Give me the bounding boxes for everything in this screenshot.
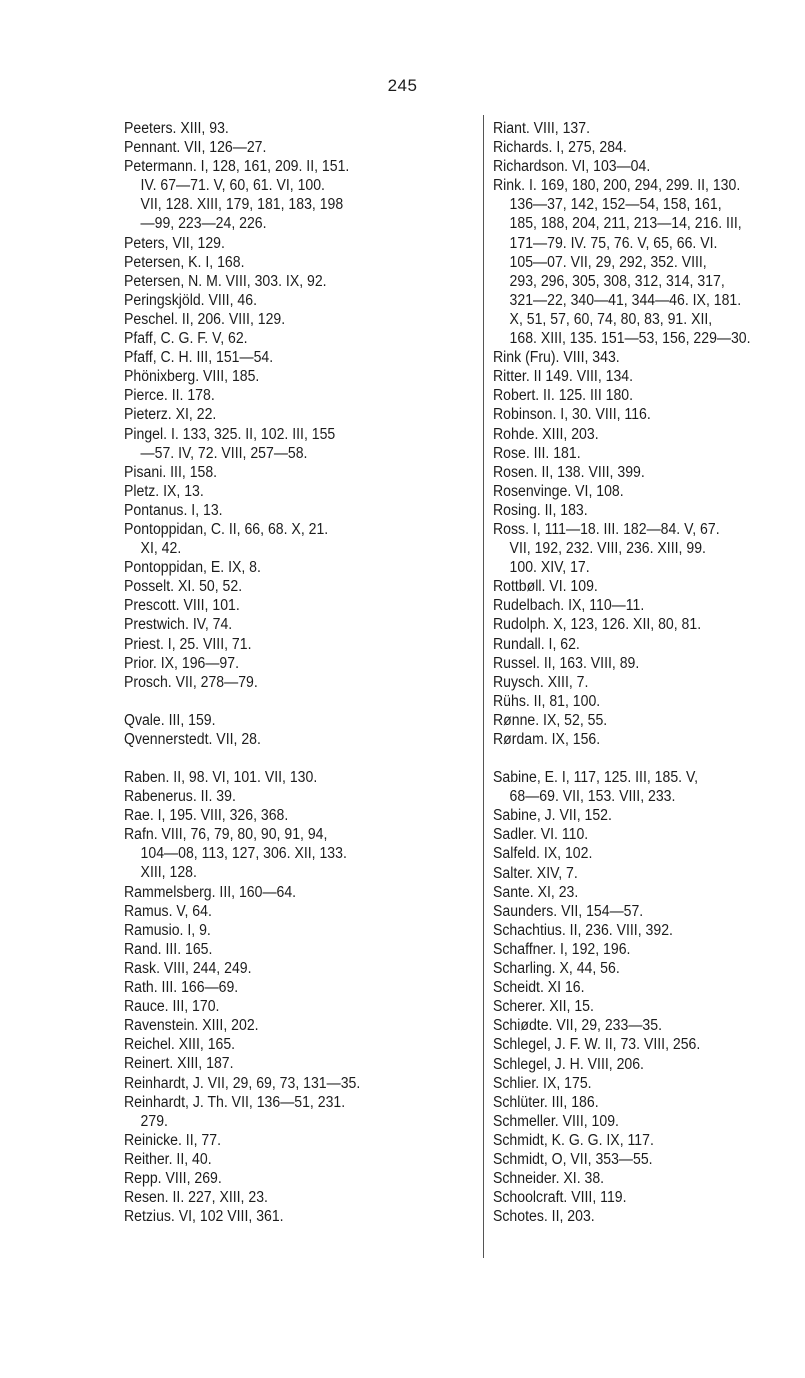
index-entry bbox=[124, 577, 464, 596]
index-entry-line: Ruysch. XIII, 7. bbox=[493, 673, 589, 691]
index-entry bbox=[493, 596, 805, 615]
index-entry bbox=[124, 1035, 464, 1054]
index-entry-line: Peschel. II, 206. VIII, 129. bbox=[124, 310, 286, 328]
index-entry-line: 279. bbox=[140, 1112, 168, 1130]
index-entry-line: Pfaff, C. H. III, 151—54. bbox=[124, 349, 274, 367]
index-entry bbox=[124, 501, 464, 520]
index-entry-line: Prestwich. IV, 74. bbox=[124, 616, 233, 634]
index-entry-line: Salter. XIV, 7. bbox=[493, 864, 578, 882]
index-entry bbox=[493, 348, 805, 367]
index-entry-line: Ritter. II 149. VIII, 134. bbox=[493, 368, 634, 386]
index-entry bbox=[493, 921, 805, 940]
index-entry-line: Schneider. XI. 38. bbox=[493, 1170, 605, 1188]
index-entry bbox=[493, 1074, 805, 1093]
index-entry-line: Petermann. I, 128, 161, 209. II, 151. bbox=[124, 158, 350, 176]
index-section-r bbox=[493, 119, 805, 749]
index-entry-line: 105—07. VII, 29, 292, 352. VIII, bbox=[509, 253, 707, 271]
index-entry bbox=[124, 348, 464, 367]
index-entry bbox=[493, 444, 805, 463]
index-entry-line: Riant. VIII, 137. bbox=[493, 120, 591, 137]
index-entry bbox=[493, 940, 805, 959]
index-entry-line: Schiødte. VII, 29, 233—35. bbox=[493, 1017, 662, 1035]
index-entry-line: 293, 296, 305, 308, 312, 314, 317, bbox=[509, 272, 725, 290]
index-entry bbox=[124, 119, 464, 138]
index-entry bbox=[124, 978, 464, 997]
index-entry bbox=[124, 806, 464, 825]
index-entry-line: Ramus. V, 64. bbox=[124, 902, 212, 920]
index-entry-line: Rabenerus. II. 39. bbox=[124, 788, 236, 806]
index-entry bbox=[124, 1054, 464, 1073]
index-entry bbox=[124, 482, 464, 501]
index-entry-line: Scharling. X, 44, 56. bbox=[493, 960, 620, 978]
index-entry bbox=[493, 730, 805, 749]
index-entry bbox=[493, 405, 805, 424]
index-entry bbox=[493, 635, 805, 654]
index-entry bbox=[493, 1131, 805, 1150]
left-column bbox=[124, 119, 464, 1226]
index-entry bbox=[493, 463, 805, 482]
index-entry bbox=[124, 386, 464, 405]
index-entry-line: 100. XIV, 17. bbox=[509, 559, 590, 577]
index-entry-line: Pisani. III, 158. bbox=[124, 463, 218, 481]
index-entry-line: Schotes. II, 203. bbox=[493, 1208, 595, 1226]
index-entry bbox=[124, 615, 464, 634]
index-entry bbox=[493, 864, 805, 883]
index-entry-line: Rand. III. 165. bbox=[124, 940, 213, 958]
index-entry bbox=[493, 1035, 805, 1054]
index-entry-line: Ramusio. I, 9. bbox=[124, 921, 211, 939]
index-entry bbox=[493, 654, 805, 673]
index-entry-line: Rosenvinge. VI, 108. bbox=[493, 482, 624, 500]
index-entry-line: Rath. III. 166—69. bbox=[124, 979, 239, 997]
index-entry bbox=[124, 959, 464, 978]
index-entry bbox=[124, 1169, 464, 1188]
index-entry-line: Rask. VIII, 244, 249. bbox=[124, 959, 252, 977]
index-section-r bbox=[124, 768, 464, 1226]
index-entry-line: Rosen. II, 138. VIII, 399. bbox=[493, 463, 645, 481]
index-entry bbox=[124, 367, 464, 386]
index-entry bbox=[493, 978, 805, 997]
index-entry-line: 171—79. IV. 75, 76. V, 65, 66. VI. bbox=[509, 234, 718, 252]
index-entry-line: Reinhardt, J. Th. VII, 136—51, 231. bbox=[124, 1093, 346, 1111]
index-entry bbox=[124, 654, 464, 673]
index-entry bbox=[124, 405, 464, 424]
index-entry bbox=[124, 921, 464, 940]
index-entry-line: Schachtius. II, 236. VIII, 392. bbox=[493, 921, 673, 939]
index-entry-line: Rühs. II, 81, 100. bbox=[493, 692, 601, 710]
index-entry-line: Schlier. IX, 175. bbox=[493, 1074, 592, 1092]
index-entry-line: Sadler. VI. 110. bbox=[493, 826, 589, 844]
index-entry-line: Pennant. VII, 126—27. bbox=[124, 139, 267, 157]
index-entry bbox=[493, 615, 805, 634]
index-entry-line: Richardson. VI, 103—04. bbox=[493, 158, 651, 176]
index-entry bbox=[493, 520, 805, 577]
index-entry bbox=[493, 844, 805, 863]
index-entry bbox=[493, 806, 805, 825]
index-entry bbox=[493, 883, 805, 902]
index-entry-line: IV. 67—71. V, 60, 61. VI, 100. bbox=[140, 177, 325, 195]
index-entry bbox=[124, 673, 464, 692]
index-entry bbox=[493, 825, 805, 844]
index-entry bbox=[493, 386, 805, 405]
index-entry-line: Rørdam. IX, 156. bbox=[493, 731, 601, 748]
index-entry-line: 68—69. VII, 153. VIII, 233. bbox=[509, 788, 676, 806]
index-entry bbox=[124, 940, 464, 959]
index-entry-line: Scherer. XII, 15. bbox=[493, 998, 594, 1016]
index-entry-line: —57. IV, 72. VIII, 257—58. bbox=[140, 444, 308, 462]
index-entry-line: Schaffner. I, 192, 196. bbox=[493, 940, 631, 958]
index-entry bbox=[493, 1016, 805, 1035]
index-entry-line: 185, 188, 204, 211, 213—14, 216. III, bbox=[509, 215, 742, 233]
index-entry bbox=[124, 1150, 464, 1169]
index-entry-line: Pieterz. XI, 22. bbox=[124, 406, 217, 424]
index-entry-line: Saunders. VII, 154—57. bbox=[493, 902, 644, 920]
index-entry bbox=[493, 1207, 805, 1226]
index-entry bbox=[124, 310, 464, 329]
right-column bbox=[493, 119, 805, 1226]
index-entry-line: Rosing. II, 183. bbox=[493, 501, 588, 519]
index-entry bbox=[124, 883, 464, 902]
index-entry-line: Schoolcraft. VIII, 119. bbox=[493, 1189, 627, 1207]
index-entry-line: Rauce. III, 170. bbox=[124, 998, 220, 1016]
index-entry bbox=[493, 482, 805, 501]
index-entry-line: Posselt. XI. 50, 52. bbox=[124, 578, 243, 596]
index-entry-line: Reither. II, 40. bbox=[124, 1150, 212, 1168]
index-entry bbox=[124, 787, 464, 806]
index-entry-line: Pletz. IX, 13. bbox=[124, 482, 204, 500]
index-entry bbox=[124, 825, 464, 882]
index-entry bbox=[493, 902, 805, 921]
index-entry-line: Russel. II, 163. VIII, 89. bbox=[493, 654, 640, 672]
index-entry-line: Pontoppidan, C. II, 66, 68. X, 21. bbox=[124, 520, 329, 538]
index-entry-line: Repp. VIII, 269. bbox=[124, 1169, 222, 1187]
index-entry-line: 104—08, 113, 127, 306. XII, 133. bbox=[140, 845, 347, 863]
index-entry bbox=[124, 635, 464, 654]
index-entry bbox=[124, 291, 464, 310]
index-entry-line: Rose. III. 181. bbox=[493, 444, 581, 462]
index-entry-line: Pontoppidan, E. IX, 8. bbox=[124, 559, 261, 577]
index-section-q bbox=[124, 711, 464, 749]
index-entry bbox=[493, 1169, 805, 1188]
index-entry-line: Richards. I, 275, 284. bbox=[493, 139, 627, 157]
index-entry-line: 136—37, 142, 152—54, 158, 161, bbox=[509, 196, 722, 214]
index-entry-line: Raben. II, 98. VI, 101. VII, 130. bbox=[124, 769, 318, 786]
index-entry-line: Reinert. XIII, 187. bbox=[124, 1055, 234, 1073]
index-entry bbox=[124, 730, 464, 749]
index-entry bbox=[493, 1055, 805, 1074]
index-entry-line: Prescott. VIII, 101. bbox=[124, 597, 240, 615]
index-entry-line: Schmidt, K. G. G. IX, 117. bbox=[493, 1131, 654, 1149]
index-entry bbox=[124, 1131, 464, 1150]
index-entry bbox=[493, 959, 805, 978]
index-entry-line: Pfaff, C. G. F. V, 62. bbox=[124, 330, 248, 348]
index-entry-line: Robert. II. 125. III 180. bbox=[493, 387, 634, 405]
index-entry bbox=[493, 997, 805, 1016]
index-entry-line: Rink. I. 169, 180, 200, 294, 299. II, 130. bbox=[493, 177, 741, 195]
index-entry-line: Rudelbach. IX, 110—11. bbox=[493, 597, 645, 615]
index-entry bbox=[493, 138, 805, 157]
index-entry bbox=[124, 1207, 464, 1226]
index-entry bbox=[124, 596, 464, 615]
index-entry-line: 321—22, 340—41, 344—46. IX, 181. bbox=[509, 291, 742, 309]
index-entry-line: Sabine, J. VII, 152. bbox=[493, 807, 612, 825]
index-section-p bbox=[124, 119, 464, 692]
index-entry-line: X, 51, 57, 60, 74, 80, 83, 91. XII, bbox=[509, 310, 713, 328]
index-entry-line: Reinhardt, J. VII, 29, 69, 73, 131—35. bbox=[124, 1074, 361, 1092]
index-entry-line: Scheidt. XI 16. bbox=[493, 979, 585, 997]
index-entry-line: Sante. XI, 23. bbox=[493, 883, 579, 901]
index-entry bbox=[493, 768, 805, 806]
index-entry bbox=[493, 711, 805, 730]
index-entry-line: Rink (Fru). VIII, 343. bbox=[493, 349, 620, 367]
index-entry-line: Schmidt, O, VII, 353—55. bbox=[493, 1150, 653, 1168]
index-entry-line: Pontanus. I, 13. bbox=[124, 501, 223, 519]
index-entry bbox=[124, 425, 464, 463]
index-entry bbox=[124, 1188, 464, 1207]
index-entry-line: VII, 128. XIII, 179, 181, 183, 198 bbox=[140, 196, 344, 214]
index-entry bbox=[124, 520, 464, 558]
index-entry-line: Pierce. II. 178. bbox=[124, 387, 215, 405]
index-entry-line: VII, 192, 232. VIII, 236. XIII, 99. bbox=[509, 540, 706, 558]
index-entry-line: Salfeld. IX, 102. bbox=[493, 845, 593, 863]
index-entry bbox=[493, 1188, 805, 1207]
index-entry-line: Ross. I, 111—18. III. 182—84. V, 67. bbox=[493, 520, 720, 538]
index-entry bbox=[124, 1093, 464, 1131]
index-entry-line: Peters, VII, 129. bbox=[124, 234, 225, 252]
index-entry-line: Peringskjöld. VIII, 46. bbox=[124, 291, 257, 309]
index-entry bbox=[493, 692, 805, 711]
index-entry-line: Retzius. VI, 102 VIII, 361. bbox=[124, 1208, 284, 1226]
column-divider bbox=[483, 115, 484, 1258]
index-entry bbox=[124, 1074, 464, 1093]
index-entry bbox=[124, 138, 464, 157]
index-entry-line: Ravenstein. XIII, 202. bbox=[124, 1017, 259, 1035]
index-entry bbox=[493, 119, 805, 138]
index-section-s bbox=[493, 768, 805, 1226]
index-entry-line: —99, 223—24, 226. bbox=[140, 215, 267, 233]
index-entry bbox=[124, 902, 464, 921]
index-entry bbox=[124, 463, 464, 482]
index-entry-line: Petersen, N. M. VIII, 303. IX, 92. bbox=[124, 272, 327, 290]
index-entry-line: Schlegel, J. H. VIII, 206. bbox=[493, 1055, 644, 1073]
index-entry-line: Robinson. I, 30. VIII, 116. bbox=[493, 406, 651, 424]
index-entry bbox=[124, 1016, 464, 1035]
index-entry-line: Peeters. XIII, 93. bbox=[124, 120, 229, 137]
page-number: 245 bbox=[387, 76, 418, 95]
index-entry bbox=[493, 501, 805, 520]
index-entry-line: Rafn. VIII, 76, 79, 80, 90, 91, 94, bbox=[124, 826, 328, 844]
index-entry bbox=[124, 997, 464, 1016]
index-entry-line: 168. XIII, 135. 151—53, 156, 229—30. bbox=[509, 330, 751, 348]
index-entry bbox=[124, 768, 464, 787]
index-entry bbox=[124, 234, 464, 253]
index-entry-line: Schlüter. III, 186. bbox=[493, 1093, 599, 1111]
index-entry bbox=[493, 157, 805, 176]
index-entry-line: Rammelsberg. III, 160—64. bbox=[124, 883, 297, 901]
index-entry-line: Qvennerstedt. VII, 28. bbox=[124, 730, 261, 748]
index-entry bbox=[493, 673, 805, 692]
index-entry-line: Schmeller. VIII, 109. bbox=[493, 1112, 619, 1130]
index-entry-line: Rae. I, 195. VIII, 326, 368. bbox=[124, 807, 289, 825]
index-entry bbox=[124, 272, 464, 291]
index-entry-line: Sabine, E. I, 117, 125. III, 185. V, bbox=[493, 769, 699, 787]
index-entry bbox=[124, 558, 464, 577]
index-entry-line: Resen. II. 227, XIII, 23. bbox=[124, 1189, 268, 1207]
index-entry-line: Schlegel, J. F. W. II, 73. VIII, 256. bbox=[493, 1036, 701, 1054]
index-entry-line: Rønne. IX, 52, 55. bbox=[493, 711, 608, 729]
index-entry bbox=[493, 425, 805, 444]
index-entry-line: Phönixberg. VIII, 185. bbox=[124, 368, 260, 386]
index-entry-line: Rudolph. X, 123, 126. XII, 80, 81. bbox=[493, 616, 702, 634]
index-entry bbox=[124, 253, 464, 272]
index-entry bbox=[493, 1093, 805, 1112]
index-entry-line: Prosch. VII, 278—79. bbox=[124, 673, 258, 691]
index-entry-line: Qvale. III, 159. bbox=[124, 711, 216, 729]
index-entry-line: XI, 42. bbox=[140, 540, 182, 558]
index-entry-line: Pingel. I. 133, 325. II, 102. III, 155 bbox=[124, 425, 336, 443]
index-entry-line: XIII, 128. bbox=[140, 864, 197, 882]
index-entry bbox=[124, 329, 464, 348]
index-entry bbox=[493, 367, 805, 386]
index-entry bbox=[493, 577, 805, 596]
index-entry-line: Prior. IX, 196—97. bbox=[124, 654, 239, 672]
index-entry-line: Rohde. XIII, 203. bbox=[493, 425, 599, 443]
index-entry bbox=[493, 1112, 805, 1131]
index-entry bbox=[124, 711, 464, 730]
index-entry bbox=[493, 176, 805, 348]
index-entry bbox=[493, 1150, 805, 1169]
index-entry-line: Priest. I, 25. VIII, 71. bbox=[124, 635, 252, 653]
index-entry-line: Reinicke. II, 77. bbox=[124, 1131, 222, 1149]
index-entry-line: Rottbøll. VI. 109. bbox=[493, 578, 598, 596]
index-entry bbox=[124, 157, 464, 233]
index-entry-line: Petersen, K. I, 168. bbox=[124, 253, 245, 271]
index-entry-line: Reichel. XIII, 165. bbox=[124, 1036, 236, 1054]
index-entry-line: Rundall. I, 62. bbox=[493, 635, 580, 653]
